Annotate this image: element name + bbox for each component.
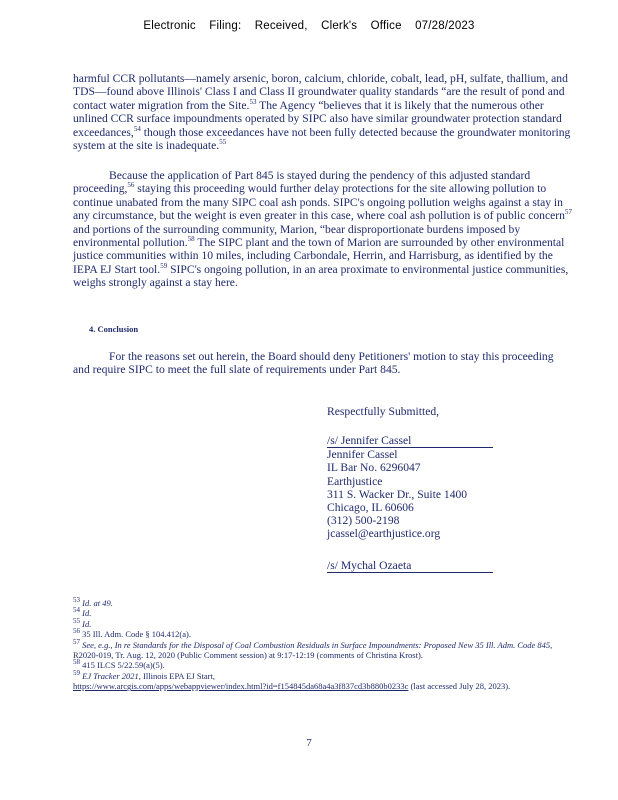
footnote-ref-57: 57 [564,208,572,217]
footnote-59 [73,671,573,692]
paragraph-text: Because the application of Part 845 is stayed during the pendency of this adjusted standard proceeding, [73,169,531,196]
paragraph-text: The Agency “believes that it is likely that the numerous other unlined CCR surface impoundments operated by SIPC also have similar groundwater protection standard exceedances, [73,98,562,139]
page-number: 7 [306,737,312,749]
footnote-text: Id. [80,608,92,619]
paragraph-stay-argument [73,169,573,290]
electronic-signature-cassel: /s/ Jennifer Cassel [327,434,493,448]
city-state-zip: Chicago, IL 60606 [327,501,414,515]
footnote-ref-58: 58 [187,235,195,244]
footnote-number: 59 [73,669,80,678]
footnote-text: 415 ILCS 5/22.59(a)(5). [80,660,165,671]
bar-number: IL Bar No. 6296047 [327,461,421,475]
footnote-text: (last accessed July 28, 2023). [408,681,511,692]
footnote-text: 35 Ill. Adm. Code § 104.412(a). [80,629,191,640]
footnote-case-title: In re Standards for the Disposal of Coal Combustion Residuals in Surface Impoundments: Proposed New 35 Ill. Adm. Code 845 [114,639,551,650]
electronic-signature-ozaeta: /s/ Mychal Ozaeta [327,559,493,573]
footnote-58 [73,660,573,670]
footnotes-section [73,598,573,692]
organization: Earthjustice [327,474,383,488]
signature-closing: Respectfully Submitted, [327,405,440,418]
footnote-signal: See, e.g., [80,639,115,650]
phone-number: (312) 500-2198 [327,514,400,528]
footnote-text: Id. [80,618,92,629]
filing-stamp-header: Electronic Filing: Received, Clerk's Office 07/28/2023 [143,20,475,32]
footnote-57 [73,637,573,661]
footnote-number: 53 [73,596,80,605]
paragraph-conclusion: For the reasons set out herein, the Board should deny Petitioners' motion to stay this proceeding and require SIPC to meet the full slate of requirements under Part 845. [73,350,554,377]
footnote-number: 58 [73,658,80,667]
signature-block [327,434,493,541]
paragraph-text: harmful CCR pollutants—namely arsenic, boron, calcium, chloride, cobalt, lead, pH, sulfate, thallium, and TDS—found above Illinois' Class I and Class II groundwater quality standards “are the result of pond and contact water migration from the Site. [73,72,568,112]
footnote-text: , Illinois EPA EJ Start, [138,670,215,681]
footnote-ref-59: 59 [160,261,168,270]
footnote-ref-53: 53 [249,97,257,106]
footnote-53 [73,598,573,608]
footnote-ref-54: 54 [133,124,141,133]
footnote-number: 54 [73,606,80,615]
paragraph-text: and portions of the surrounding community, Marion, “bear disproportionate burdens imposed by environmental pollution. [73,222,521,250]
paragraph-text: The SIPC plant and the town of Marion are surrounded by other environmental justice communities within 10 miles, including Carbondale, Herrin, and Harrisburg, as identified by the IEPA EJ Start tool. [73,236,565,276]
paragraph-text: though those exceedances have not been fully detected because the groundwater monitoring system at the site is inadequate. [73,125,571,153]
signature-line-ozaeta [327,559,493,573]
attorney-name: Jennifer Cassel [327,448,398,462]
section-heading-conclusion: 4. Conclusion [89,324,139,334]
footnote-number: 57 [73,637,80,646]
footnote-56 [73,629,573,639]
email-address: jcassel@earthjustice.org [327,527,441,541]
footnote-ref-55: 55 [219,138,227,147]
footnote-55 [73,616,573,629]
footnote-number: 56 [73,627,80,636]
footnote-number: 55 [73,616,80,625]
paragraph-groundwater-pollution [73,72,573,152]
footnote-ref-56: 56 [127,181,135,190]
footnote-54 [73,608,573,618]
footnote-text: Id. at 49. [80,598,113,608]
ej-tracker-link[interactable]: https://www.arcgis.com/apps/webappviewer/index.html?id=f154845da68a4a3f837cd3b880b0233c [73,681,409,692]
footnote-text: , R2020-019, Tr. Aug. 12, 2020 (Public Comment session) at 9:17-12:19 (comments of Christina Krost). [73,639,553,661]
street-address: 311 S. Wacker Dr., Suite 1400 [327,487,468,501]
paragraph-text: staying this proceeding would further delay protections for the site allowing pollution to continue unabated from the many SIPC coal ash ponds. SIPC's ongoing pollution weighs against a stay in any circumstance, but the weight is even greater in this case, where coal ash pollution is of public concern [73,182,565,223]
footnote-source-title: EJ Tracker 2021 [80,670,139,681]
paragraph-text: SIPC's ongoing pollution, in an area proximate to environmental justice communities, weighs strongly against a stay here. [73,262,569,290]
